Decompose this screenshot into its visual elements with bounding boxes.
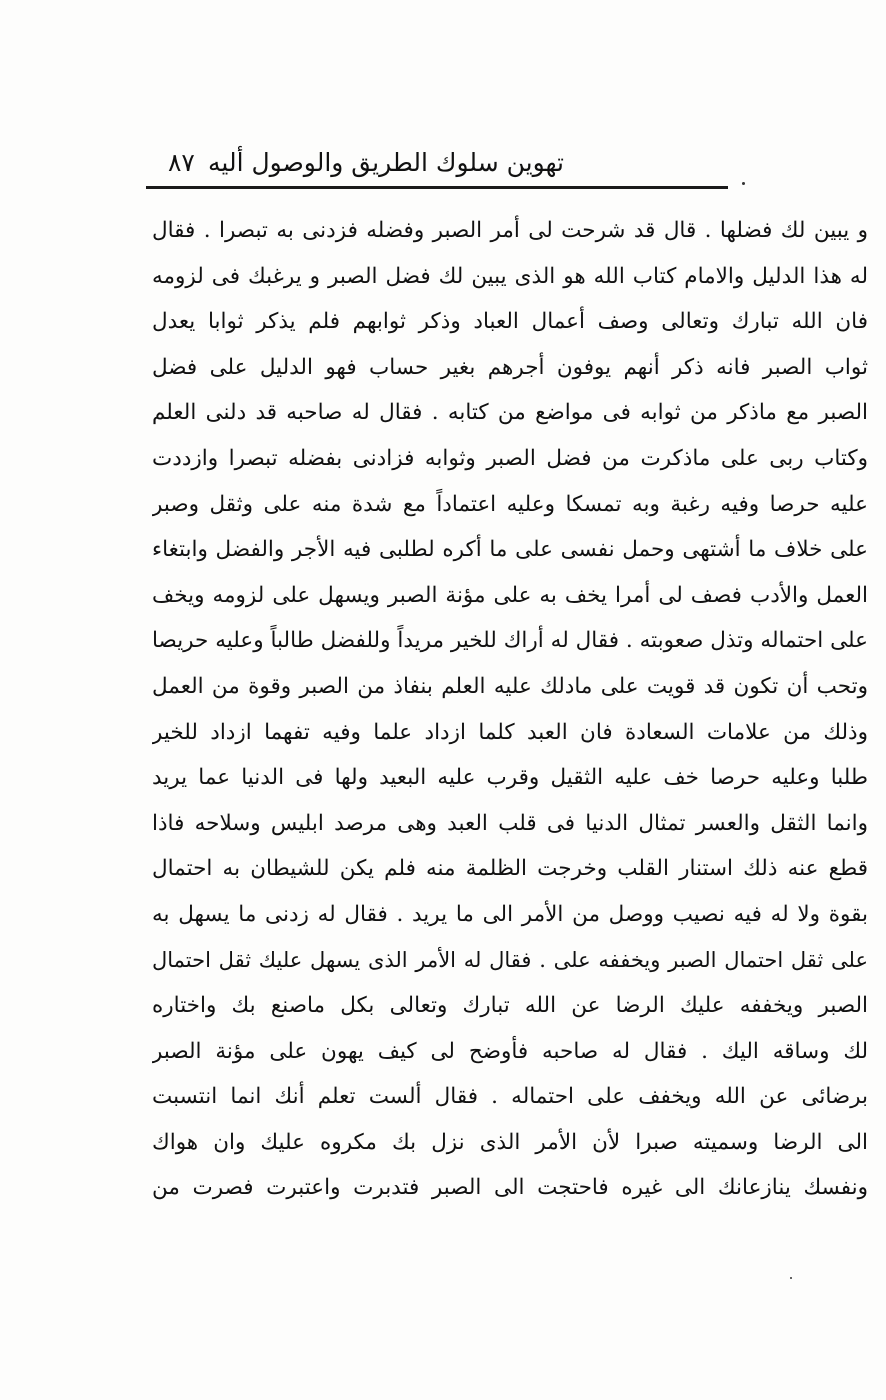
text-line: وتحب أن تكون قد قويت على مادلك عليه العلم بنفاذ من الصبر وقوة من العمل: [152, 673, 868, 699]
text-line: طلبا وعليه حرصا خف عليه الثقيل وقرب عليه البعيد ولها فى الدنيا عما يريد: [152, 765, 868, 791]
page-number: ٨٧: [168, 148, 195, 177]
header-rule: [146, 186, 728, 189]
scan-speck: [790, 1277, 792, 1279]
text-line: الصبر مع ماذكر من ثوابه فى مواضع من كتابه . فقال له صاحبه قد دلنى العلم: [152, 400, 868, 426]
text-line: على ثقل احتمال الصبر ويخففه على . فقال له الأمر الذى يسهل عليك ثقل احتمال: [152, 947, 868, 972]
text-line: على خلاف ما أشتهى وحمل نفسى على ما أكره لطلبى فيه الأجر والفضل وابتغاء: [152, 537, 868, 563]
text-line: لك وساقه اليك . فقال له صاحبه فأوضح لى كيف يهون على مؤنة الصبر: [152, 1038, 868, 1064]
text-line: الى الرضا وسميته صبرا لأن الأمر الذى نزل بك مكروه عليك وان هواك: [152, 1129, 868, 1155]
text-line: ثواب الصبر فانه ذكر أنهم يوفون أجرهم بغير حساب فهو الدليل على فضل: [152, 354, 868, 380]
text-line: عليه حرصا وفيه رغبة وبه تمسكا وعليه اعتماداً مع شدة منه على وثقل وصبر: [152, 491, 868, 517]
header-title: تهوين سلوك الطريق والوصول أليه: [208, 148, 564, 177]
text-line: و يبين لك فضلها . قال قد شرحت لى أمر الصبر وفضله فزدنى به تبصرا . فقال: [152, 218, 868, 243]
text-line: قطع عنه ذلك استنار القلب وخرجت الظلمة منه فلم يكن للشيطان به احتمال: [152, 856, 868, 882]
text-line: بقوة ولا له فيه نصيب ووصل من الأمر الى ما يريد . فقال له زدنى ما يسهل به: [152, 901, 868, 927]
body-text: [152, 208, 868, 1211]
text-line: له هذا الدليل والامام كتاب الله هو الذى يبين لك فضل الصبر و يرغبك فى لزومه: [152, 263, 868, 289]
text-line: ونفسك ينازعانك الى غيره فاحتجت الى الصبر فتدبرت واعتبرت فصرت من: [152, 1175, 868, 1201]
text-line: برضائى عن الله ويخفف على احتماله . فقال ألست تعلم أنك انما انتسبت: [152, 1084, 868, 1110]
text-line: الصبر ويخففه عليك الرضا عن الله تبارك وتعالى بكل ماصنع بك واختاره: [152, 993, 868, 1019]
text-line: وكتاب ربى على ماذكرت من فضل الصبر وثوابه فزادنى بفضله تبصرا وازددت: [152, 445, 868, 471]
text-line: على احتماله وتذل صعوبته . فقال له أراك للخير مريداً وللفضل طالباً وعليه حريصا: [152, 628, 868, 654]
text-line: فان الله تبارك وتعالى وصف أعمال العباد وذكر ثوابهم فلم يذكر ثوابا يعدل: [152, 309, 868, 335]
scan-speck: [742, 182, 745, 185]
text-line: العمل والأدب فصف لى أمرا يخف به على مؤنة الصبر ويسهل على لزومه ويخف: [152, 582, 868, 608]
running-header: [148, 142, 726, 186]
text-line: وانما الثقل والعسر تمثال الدنيا فى قلب العبد وهى مرصد ابليس وسلاحه فاذا: [152, 810, 868, 836]
text-line: وذلك من علامات السعادة فان العبد كلما ازداد علما وفيه تفهما ازداد للخير: [152, 719, 868, 745]
